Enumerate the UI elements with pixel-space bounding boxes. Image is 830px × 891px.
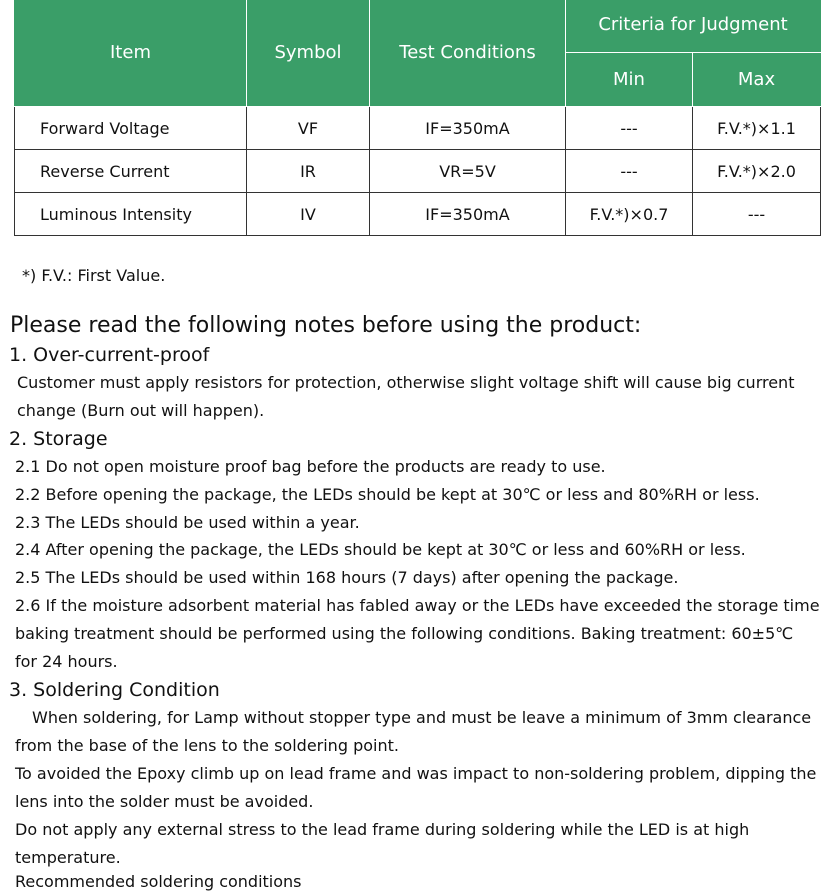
section-2-line: 2.6 If the moisture adsorbent material has fabled away or the LEDs have exceeded the storage time <box>15 596 820 615</box>
notes-title: Please read the following notes before using the product: <box>10 313 642 338</box>
section-2-line: 2.2 Before opening the package, the LEDs should be kept at 30℃ or less and 80%RH or less. <box>15 485 760 504</box>
section-2-title: 2. Storage <box>9 428 108 450</box>
section-3-line: To avoided the Epoxy climb up on lead frame and was impact to non-soldering problem, dipping the <box>15 764 817 783</box>
cell-max: F.V.*)×2.0 <box>693 150 821 193</box>
cell-item: Luminous Intensity <box>15 193 247 236</box>
section-1-title: 1. Over-current-proof <box>9 344 210 366</box>
cell-conditions: IF=350mA <box>370 107 566 150</box>
section-3-line: When soldering, for Lamp without stopper type and must be leave a minimum of 3mm clearance <box>32 708 812 727</box>
section-3-line: temperature. <box>15 848 121 867</box>
cell-max: --- <box>693 193 821 236</box>
header-symbol: Symbol <box>247 0 370 107</box>
header-item: Item <box>15 0 247 107</box>
table-row <box>15 150 821 193</box>
cell-conditions: IF=350mA <box>370 193 566 236</box>
cell-min: --- <box>566 107 693 150</box>
section-1-line: change (Burn out will happen). <box>17 401 265 420</box>
header-max: Max <box>693 52 821 106</box>
table-row <box>15 107 821 150</box>
cell-min: --- <box>566 150 693 193</box>
table-row <box>15 193 821 236</box>
section-2-line: 2.3 The LEDs should be used within a year. <box>15 513 360 532</box>
section-3-line: lens into the solder must be avoided. <box>15 792 314 811</box>
section-2-line: 2.1 Do not open moisture proof bag before the products are ready to use. <box>15 457 606 476</box>
footnote: *) F.V.: First Value. <box>22 266 166 285</box>
section-3-line: from the base of the lens to the soldering point. <box>15 736 399 755</box>
cell-item: Reverse Current <box>15 150 247 193</box>
cell-symbol: VF <box>247 107 370 150</box>
header-criteria: Criteria for Judgment <box>566 0 821 52</box>
cell-conditions: VR=5V <box>370 150 566 193</box>
section-3-line: Recommended soldering conditions <box>15 872 302 891</box>
cell-min: F.V.*)×0.7 <box>566 193 693 236</box>
section-2-line: 2.5 The LEDs should be used within 168 hours (7 days) after opening the package. <box>15 568 679 587</box>
cell-max: F.V.*)×1.1 <box>693 107 821 150</box>
section-2-line: baking treatment should be performed using the following conditions. Baking treatment: 60±5℃ <box>15 624 794 643</box>
criteria-table <box>14 0 821 236</box>
section-2-line: 2.4 After opening the package, the LEDs should be kept at 30℃ or less and 60%RH or less. <box>15 540 746 559</box>
header-test-conditions: Test Conditions <box>370 0 566 107</box>
cell-symbol: IV <box>247 193 370 236</box>
section-3-line: Do not apply any external stress to the lead frame during soldering while the LED is at high <box>15 820 750 839</box>
header-min: Min <box>566 52 693 106</box>
section-3-title: 3. Soldering Condition <box>9 679 220 701</box>
cell-symbol: IR <box>247 150 370 193</box>
section-2-line: for 24 hours. <box>15 652 118 671</box>
cell-item: Forward Voltage <box>15 107 247 150</box>
section-1-line: Customer must apply resistors for protection, otherwise slight voltage shift will cause big current <box>17 373 795 392</box>
